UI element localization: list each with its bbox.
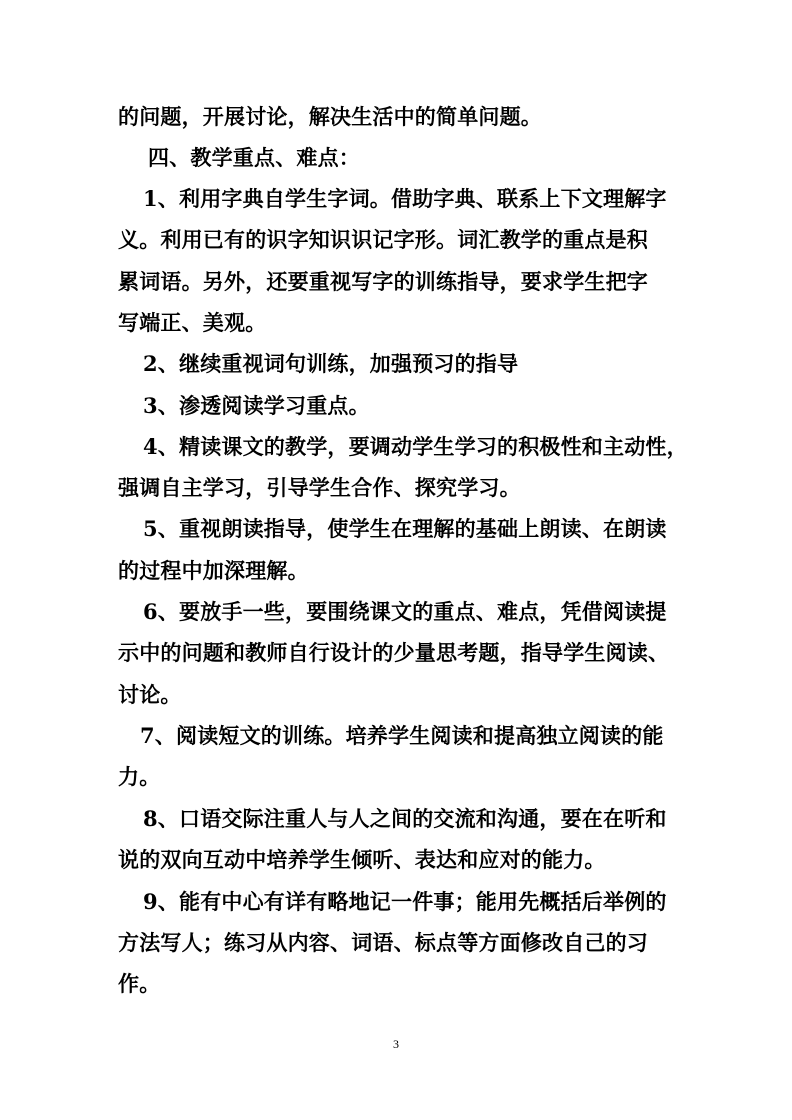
list-item-1-line: 1、利用字典自学生字词。借助字典、联系上下文理解字 bbox=[143, 186, 667, 211]
list-item-1-line: 累词语。另外，还要重视写字的训练指导，要求学生把字 bbox=[118, 269, 648, 294]
list-item-7-line: 7、阅读短文的训练。培养学生阅读和提高独立阅读的能 bbox=[140, 723, 664, 748]
list-item-1-line: 写端正、美观。 bbox=[118, 310, 267, 335]
page-number: 3 bbox=[393, 1037, 399, 1051]
list-item-8-line: 说的双向互动中培养学生倾听、表达和应对的能力。 bbox=[118, 847, 606, 872]
list-item-2-line: 2、继续重视词句训练，加强预习的指导 bbox=[143, 351, 519, 376]
list-item-9-line: 方法写人；练习从内容、词语、标点等方面修改自己的习 bbox=[118, 930, 648, 955]
list-item-6-line: 示中的问题和教师自行设计的少量思考题，指导学生阅读、 bbox=[118, 640, 670, 665]
list-item-9-line: 9、能有中心有详有略地记一件事；能用先概括后举例的 bbox=[143, 889, 667, 914]
text-line: 的问题，开展讨论，解决生活中的简单问题。 bbox=[118, 104, 542, 129]
list-item-7-line: 力。 bbox=[118, 764, 161, 789]
list-item-4-line: 强调自主学习，引导学生合作、探究学习。 bbox=[118, 475, 521, 500]
list-item-9-line: 作。 bbox=[118, 971, 161, 996]
list-item-6-line: 6、要放手一些，要围绕课文的重点、难点，凭借阅读提 bbox=[143, 599, 667, 624]
list-item-5-line: 5、重视朗读指导，使学生在理解的基础上朗读、在朗读 bbox=[143, 516, 667, 541]
list-item-8-line: 8、口语交际注重人与人之间的交流和沟通，要在在听和 bbox=[143, 806, 667, 831]
list-item-1-line: 义。利用已有的识字知识识记字形。词汇教学的重点是积 bbox=[118, 227, 648, 252]
list-item-4-line: 4、精读课文的教学，要调动学生学习的积极性和主动性， bbox=[143, 434, 688, 459]
list-item-3-line: 3、渗透阅读学习重点。 bbox=[143, 393, 370, 418]
list-item-5-line: 的过程中加深理解。 bbox=[118, 558, 309, 583]
list-item-6-line: 讨论。 bbox=[118, 682, 182, 707]
section-heading: 四、教学重点、难点： bbox=[148, 145, 360, 170]
